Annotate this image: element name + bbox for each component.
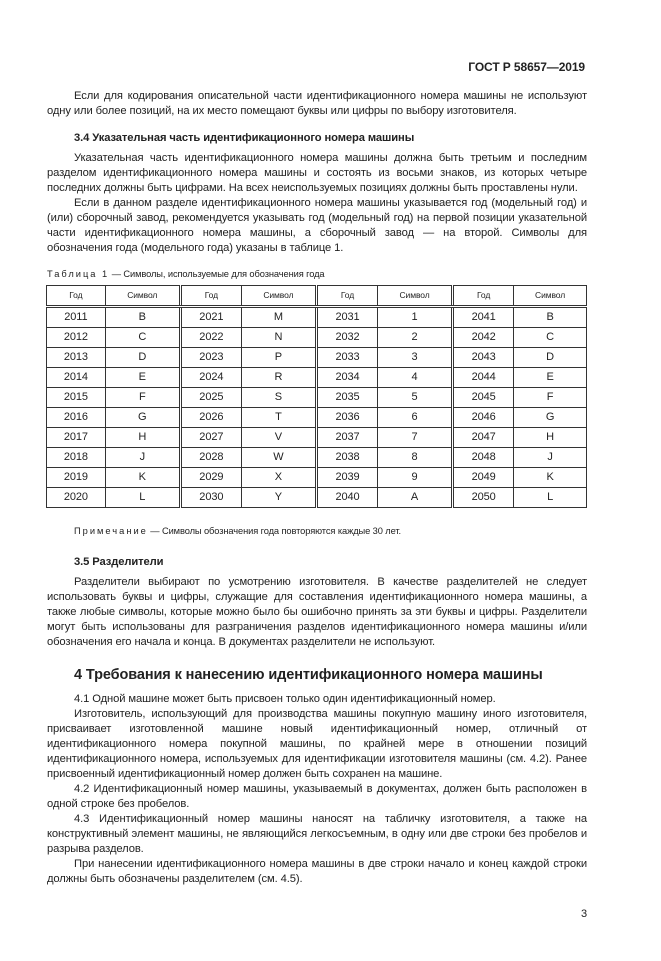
- year-cell: 2014: [47, 368, 106, 388]
- year-cell: 2049: [453, 468, 514, 488]
- symbol-cell: J: [105, 448, 180, 468]
- header-symbol: Символ: [514, 286, 587, 307]
- section-heading: 4 Требования к нанесению идентификационного номера машины: [74, 667, 543, 683]
- symbol-cell: 8: [378, 448, 453, 468]
- year-cell: 2040: [316, 488, 377, 508]
- year-cell: 2046: [453, 408, 514, 428]
- year-cell: 2041: [453, 307, 514, 328]
- symbol-cell: 5: [378, 388, 453, 408]
- year-cell: 2031: [316, 307, 377, 328]
- paragraph: 4.2 Идентификационный номер машины, указываемый в документах, должен быть расположен в одной строке без пробелов.: [47, 783, 587, 810]
- year-cell: 2043: [453, 348, 514, 368]
- symbol-cell: 3: [378, 348, 453, 368]
- year-cell: 2013: [47, 348, 106, 368]
- year-cell: 2035: [316, 388, 377, 408]
- header-symbol: Символ: [378, 286, 453, 307]
- symbol-cell: W: [241, 448, 316, 468]
- symbol-cell: H: [105, 428, 180, 448]
- header-year: Год: [47, 286, 106, 307]
- symbol-cell: T: [241, 408, 316, 428]
- header-year: Год: [453, 286, 514, 307]
- page-number: 3: [580, 908, 587, 920]
- symbol-cell: S: [241, 388, 316, 408]
- document-header: ГОСТ Р 58657—2019: [468, 60, 585, 74]
- symbol-cell: K: [514, 468, 587, 488]
- table-row: [47, 428, 587, 448]
- year-cell: 2024: [180, 368, 241, 388]
- year-cell: 2026: [180, 408, 241, 428]
- section-4: [47, 666, 587, 887]
- year-cell: 2037: [316, 428, 377, 448]
- symbol-cell: Y: [241, 488, 316, 508]
- symbol-cell: B: [105, 307, 180, 328]
- symbol-cell: L: [105, 488, 180, 508]
- year-cell: 2015: [47, 388, 106, 408]
- year-cell: 2029: [180, 468, 241, 488]
- symbol-cell: K: [105, 468, 180, 488]
- symbol-cell: H: [514, 428, 587, 448]
- year-cell: 2012: [47, 328, 106, 348]
- symbol-cell: C: [514, 328, 587, 348]
- symbol-cell: C: [105, 328, 180, 348]
- table-row: [47, 307, 587, 328]
- section-3-5: [47, 555, 587, 650]
- symbol-cell: J: [514, 448, 587, 468]
- year-cell: 2028: [180, 448, 241, 468]
- section-3-4: [47, 131, 587, 256]
- symbol-cell: E: [105, 368, 180, 388]
- year-cell: 2022: [180, 328, 241, 348]
- year-cell: 2025: [180, 388, 241, 408]
- symbol-cell: M: [241, 307, 316, 328]
- header-symbol: Символ: [105, 286, 180, 307]
- year-symbol-table: [46, 285, 587, 508]
- table-row: [47, 448, 587, 468]
- paragraph: Разделители выбирают по усмотрению изготовителя. В качестве разделителей не следует использовать буквы и цифры, служащие для составления идентификационного номера машины, а также любые символы, которые можно было бы ошибочно принять за эти буквы и цифры. Разделители могут быть использованы для разграничения разделов идентификационного номера машины и/или обозначения его начала и конца. В документах разделители не используют.: [47, 576, 587, 648]
- symbol-cell: P: [241, 348, 316, 368]
- table-row: [47, 468, 587, 488]
- symbol-cell: D: [105, 348, 180, 368]
- header-year: Год: [316, 286, 377, 307]
- symbol-cell: N: [241, 328, 316, 348]
- symbol-cell: 2: [378, 328, 453, 348]
- year-cell: 2017: [47, 428, 106, 448]
- intro-block: [47, 89, 587, 119]
- paragraph: 4.3 Идентификационный номер машины наносят на табличку изготовителя, а также на конструктивный элемент машины, не являющийся легкосъемным, в одну или две строки без пробелов и разрыва разделов.: [47, 813, 587, 855]
- symbol-cell: X: [241, 468, 316, 488]
- table-row: [47, 408, 587, 428]
- header-year: Год: [180, 286, 241, 307]
- year-cell: 2045: [453, 388, 514, 408]
- table-caption: Таблица 1 — Символы, используемые для обозначения года: [47, 269, 325, 279]
- paragraph: Если в данном разделе идентификационного номера машины указывается год (модельный год) и (или) сборочный завод, рекомендуется указывать год (модельный год) на первой позиции указательной части идентификационного номера машины, а сборочный завод — на второй. Символы для обозначения года (модельного года) указаны в таблице 1.: [47, 197, 587, 254]
- year-cell: 2027: [180, 428, 241, 448]
- year-cell: 2011: [47, 307, 106, 328]
- symbol-cell: G: [514, 408, 587, 428]
- year-cell: 2044: [453, 368, 514, 388]
- year-cell: 2039: [316, 468, 377, 488]
- year-cell: 2018: [47, 448, 106, 468]
- year-cell: 2023: [180, 348, 241, 368]
- table-row: [47, 388, 587, 408]
- symbol-cell: E: [514, 368, 587, 388]
- year-cell: 2036: [316, 408, 377, 428]
- table-header-row: [47, 286, 587, 307]
- paragraph: Если для кодирования описательной части идентификационного номера машины не используют одну или более позиций, на их место помещают буквы или цифры по выбору изготовителя.: [47, 90, 587, 117]
- year-cell: 2021: [180, 307, 241, 328]
- section-heading: 3.5 Разделители: [74, 556, 164, 568]
- symbol-cell: 7: [378, 428, 453, 448]
- year-cell: 2019: [47, 468, 106, 488]
- year-cell: 2030: [180, 488, 241, 508]
- year-cell: 2034: [316, 368, 377, 388]
- year-cell: 2016: [47, 408, 106, 428]
- year-cell: 2050: [453, 488, 514, 508]
- symbol-cell: G: [105, 408, 180, 428]
- symbol-cell: B: [514, 307, 587, 328]
- year-cell: 2048: [453, 448, 514, 468]
- table-row: [47, 328, 587, 348]
- section-heading: 3.4 Указательная часть идентификационного номера машины: [74, 132, 415, 144]
- year-cell: 2038: [316, 448, 377, 468]
- year-cell: 2047: [453, 428, 514, 448]
- symbol-cell: R: [241, 368, 316, 388]
- symbol-cell: 1: [378, 307, 453, 328]
- table-row: [47, 488, 587, 508]
- symbol-cell: 9: [378, 468, 453, 488]
- symbol-cell: D: [514, 348, 587, 368]
- year-cell: 2020: [47, 488, 106, 508]
- paragraph: Изготовитель, использующий для производства машины покупную машину иного изготовителя, присваивает изготовленной машине новый идентификационный номер, отличный от идентификационного номера покупной машины, по крайней мере в отношении позиций идентификационного номера, используемых для идентификации изготовителя машины (см. 4.2). Ранее присвоенный идентификационный номер должен быть сохранен на машине.: [47, 708, 587, 780]
- symbol-cell: A: [378, 488, 453, 508]
- symbol-cell: L: [514, 488, 587, 508]
- symbol-cell: F: [514, 388, 587, 408]
- symbol-cell: 4: [378, 368, 453, 388]
- year-cell: 2042: [453, 328, 514, 348]
- symbol-cell: F: [105, 388, 180, 408]
- paragraph: При нанесении идентификационного номера машины в две строки начало и конец каждой строки должны быть обозначены разделителем (см. 4.5).: [47, 858, 587, 885]
- table-row: [47, 368, 587, 388]
- year-cell: 2033: [316, 348, 377, 368]
- table-note: Примечание — Символы обозначения года повторяются каждые 30 лет.: [74, 526, 401, 536]
- header-symbol: Символ: [241, 286, 316, 307]
- year-cell: 2032: [316, 328, 377, 348]
- symbol-cell: V: [241, 428, 316, 448]
- table-row: [47, 348, 587, 368]
- paragraph: Указательная часть идентификационного номера машины должна быть третьим и последним разделом идентификационного номера машины и состоять из восьми знаков, из которых четыре последних должны быть цифрами. На всех неиспользуемых позициях должны быть проставлены нули.: [47, 152, 587, 194]
- paragraph: 4.1 Одной машине может быть присвоен только один идентификационный номер.: [74, 693, 496, 705]
- symbol-cell: 6: [378, 408, 453, 428]
